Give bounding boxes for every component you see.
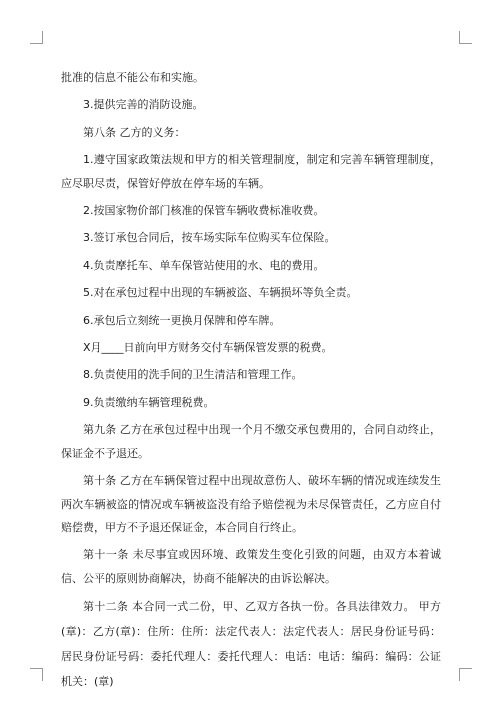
paragraph: 5.对在承包过程中出现的车辆被盗、车辆损坏等负全责。 [83, 286, 358, 300]
paragraph: 第九条 乙方在承包过程中出现一个月不缴交承包费用的，合同自动终止，保证金不予退还。 [61, 423, 441, 460]
paragraph: 3.提供完善的消防设施。 [83, 98, 204, 112]
paragraph: 4.负责摩托车、单车保管站使用的水、电的费用。 [83, 258, 325, 272]
paragraph: 第十条 乙方在车辆保管过程中出现故意伤人、破坏车辆的情况或连续发生两次车辆被盗的情况或车辆被盗没有给予赔偿视为未尽保管责任，乙方应自付赔偿费，甲方不予退还保证金，本合同自行终止。 [61, 474, 441, 534]
paragraph: 9.负责缴纳车辆管理税费。 [83, 395, 215, 409]
paragraph: 6.承包后立刻统一更换月保牌和停车牌。 [83, 313, 281, 327]
paragraph: X月____日前向甲方财务交付车辆保管发票的税费。 [83, 341, 333, 355]
crop-mark-bottom-left [30, 668, 43, 681]
paragraph: 2.按国家物价部门核准的保管车辆收费标准收费。 [83, 204, 325, 218]
paragraph: 3.签订承包合同后，按车场实际车位购买车位保险。 [83, 231, 336, 245]
paragraph: 第十一条 未尽事宜或因环境、政策发生变化引致的问题，由双方本着诚信、公平的原则协商解决，协商不能解决的由诉讼解决。 [61, 548, 441, 585]
crop-mark-bottom-right [459, 668, 472, 681]
crop-mark-top-left [30, 31, 43, 44]
paragraph: 1.遵守国家政策法规和甲方的相关管理制度，制定和完善车辆管理制度，应尽职尽责，保管好停放在停车场的车辆。 [61, 153, 441, 190]
signature-block: 第十二条 本合同一式二份，甲、乙双方各执一份。各具法律效力。 甲方(章)：乙方(章)：住所：住所：法定代表人：法定代表人：居民身份证号码：居民身份证号码：委托代理人：委托代理人：电话：电话：编码：编码：公证机关：(章) [61, 600, 441, 689]
paragraph: 批准的信息不能公布和实施。 [61, 71, 204, 84]
section-heading: 第八条 乙方的义务： [83, 125, 186, 139]
paragraph: 8.负责使用的洗手间的卫生清洁和管理工作。 [83, 368, 303, 382]
crop-mark-top-right [459, 31, 472, 44]
document-body [61, 66, 441, 694]
